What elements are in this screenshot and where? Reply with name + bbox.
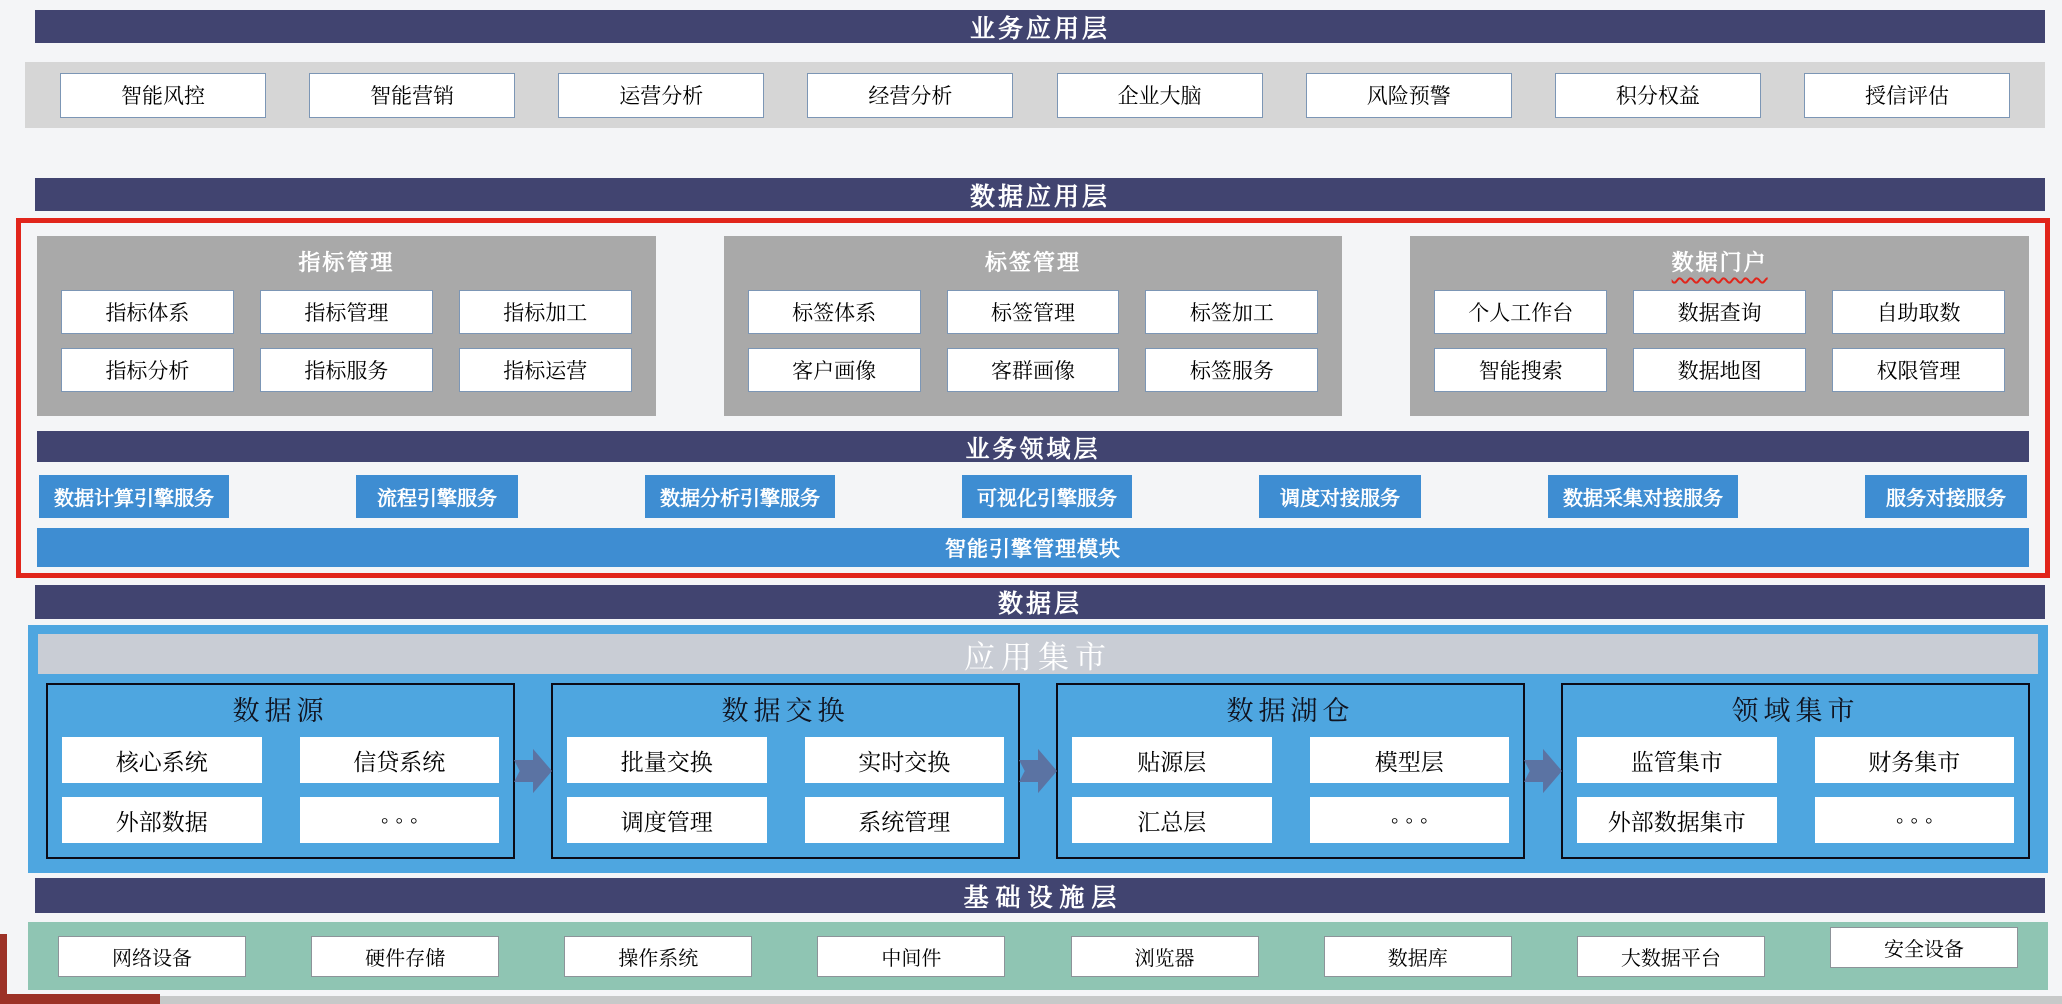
layer-title: 基 础 设 施 层	[963, 883, 1117, 912]
layer-bar-business-domain	[37, 431, 2029, 462]
box-label: 标签体系	[792, 302, 877, 325]
box-label: 指标分析	[105, 360, 190, 383]
panel-title: 数据交换	[721, 696, 850, 726]
box-label: 积分权益	[1615, 85, 1700, 108]
diagram-box	[1577, 737, 1777, 783]
diagram-box	[817, 936, 1005, 977]
box-label: 信贷系统	[353, 748, 446, 775]
panel-metric-management	[37, 236, 656, 416]
layer-title: 数据应用层	[969, 182, 1110, 211]
data-layer-section	[28, 625, 2048, 873]
panel-grid	[1577, 737, 2014, 843]
box-label: ◦ ◦ ◦	[380, 806, 418, 833]
layer-bar-business-application	[35, 10, 2045, 43]
box-label: 模型层	[1374, 748, 1444, 775]
box-label: 核心系统	[115, 748, 208, 775]
service-label: 调度对接服务	[1280, 488, 1400, 510]
box-label: 操作系统	[618, 947, 699, 970]
box-label: 标签加工	[1189, 302, 1274, 325]
engine-management-bar	[37, 528, 2029, 567]
box-label: 指标运营	[503, 360, 588, 383]
panel-data-exchange	[551, 683, 1020, 859]
panel-data-source	[46, 683, 515, 859]
service-label: 流程引擎服务	[377, 488, 497, 510]
diagram-box	[1633, 348, 1806, 392]
box-label: 贴源层	[1137, 748, 1207, 775]
diagram-box	[1072, 797, 1272, 843]
diagram-box	[1555, 73, 1761, 118]
diagram-box	[1145, 290, 1318, 334]
diagram-box	[309, 73, 515, 118]
service-button	[962, 475, 1132, 518]
box-label: 数据查询	[1677, 302, 1762, 325]
diagram-box	[1815, 797, 2015, 843]
diagram-box	[1324, 936, 1512, 977]
box-label: 中间件	[881, 947, 942, 970]
layer-bar-data-application	[35, 178, 2045, 211]
box-label: 外部数据集市	[1607, 808, 1746, 835]
box-label: 指标管理	[304, 302, 389, 325]
box-label: 数据库	[1387, 947, 1448, 970]
layer-title: 业务应用层	[969, 14, 1110, 43]
diagram-box	[1310, 797, 1510, 843]
diagram-box	[1633, 290, 1806, 334]
diagram-box	[1310, 737, 1510, 783]
box-label: 自助取数	[1876, 302, 1961, 325]
layer-title: 数据层	[997, 590, 1082, 618]
box-label: 调度管理	[620, 808, 713, 835]
diagram-box	[567, 737, 767, 783]
box-label: 硬件存储	[365, 947, 446, 970]
diagram-box	[564, 936, 752, 977]
box-label: 运营分析	[619, 85, 704, 108]
diagram-box	[1815, 737, 2015, 783]
diagram-box	[1057, 73, 1263, 118]
box-label: 监管集市	[1630, 748, 1723, 775]
box-label: ◦ ◦ ◦	[1390, 806, 1428, 833]
diagram-box	[300, 737, 500, 783]
diagram-box	[558, 73, 764, 118]
diagram-box	[1832, 290, 2005, 334]
box-label: 安全设备	[1883, 938, 1964, 961]
layer-title: 业务领域层	[965, 436, 1101, 463]
box-label: 实时交换	[858, 748, 951, 775]
bottom-edge-strip	[0, 996, 2062, 1004]
diagram-box	[311, 936, 499, 977]
box-label: 智能营销	[370, 85, 455, 108]
diagram-box	[1306, 73, 1512, 118]
panel-title: 标签管理	[985, 250, 1082, 275]
diagram-box	[60, 73, 266, 118]
diagram-box	[1434, 290, 1607, 334]
box-label: 网络设备	[112, 947, 192, 970]
diagram-box	[1804, 73, 2010, 118]
box-label: 权限管理	[1876, 360, 1961, 383]
diagram-box	[1830, 927, 2018, 968]
diagram-box	[567, 797, 767, 843]
diagram-box	[1072, 737, 1272, 783]
panel-title: 数据门户	[1671, 250, 1768, 275]
data-application-panels	[37, 236, 2029, 416]
diagram-box	[807, 73, 1013, 118]
panel-grid	[1424, 290, 2015, 392]
diagram-box	[1832, 348, 2005, 392]
panel-domain-mart	[1561, 683, 2030, 859]
layer-bar-data	[35, 585, 2045, 619]
box-label: 批量交换	[620, 748, 713, 775]
service-label: 数据采集对接服务	[1563, 488, 1723, 510]
layer-bar-infrastructure	[35, 878, 2045, 913]
diagram-box	[62, 797, 262, 843]
box-label: 智能搜索	[1478, 360, 1563, 383]
diagram-box	[1434, 348, 1607, 392]
diagram-box	[62, 737, 262, 783]
diagram-box	[260, 290, 433, 334]
diagram-box	[459, 290, 632, 334]
diagram-box	[1577, 936, 1765, 977]
box-label: 标签管理	[991, 302, 1075, 325]
box-label: 授信评估	[1864, 85, 1949, 108]
panel-data-lakehouse	[1056, 683, 1525, 859]
panel-data-portal	[1410, 236, 2029, 416]
panel-grid	[1072, 737, 1509, 843]
diagram-box	[1577, 797, 1777, 843]
box-label: 经营分析	[868, 85, 953, 108]
service-button	[645, 475, 835, 518]
box-label: 指标体系	[105, 302, 190, 325]
panel-grid	[567, 737, 1004, 843]
service-button	[1548, 475, 1738, 518]
box-label: 指标加工	[503, 302, 588, 325]
panel-grid	[51, 290, 642, 392]
service-label: 服务对接服务	[1886, 488, 2006, 510]
business-application-section	[25, 62, 2045, 128]
right-arrow-icon	[514, 748, 552, 794]
engine-services-row	[39, 475, 2027, 518]
infrastructure-section	[28, 922, 2048, 990]
diagram-box	[1071, 936, 1259, 977]
box-label: 大数据平台	[1620, 947, 1721, 970]
panel-tag-management	[724, 236, 1343, 416]
box-label: 客群画像	[991, 360, 1075, 383]
panel-title: 数据湖仓	[1226, 696, 1355, 726]
service-label: 可视化引擎服务	[977, 488, 1117, 510]
bottom-left-red-block	[0, 994, 160, 1004]
diagram-box	[805, 797, 1005, 843]
diagram-box	[260, 348, 433, 392]
diagram-box	[1145, 348, 1318, 392]
diagram-box	[947, 348, 1120, 392]
panel-title: 指标管理	[298, 250, 395, 275]
box-label: 外部数据	[115, 808, 208, 835]
diagram-box	[459, 348, 632, 392]
box-label: 风险预警	[1366, 85, 1451, 108]
panel-title: 领域集市	[1731, 696, 1860, 726]
service-label: 数据分析引擎服务	[660, 488, 820, 510]
box-label: ◦ ◦ ◦	[1895, 806, 1933, 833]
box-label: 数据地图	[1677, 360, 1762, 383]
data-flow-row	[38, 683, 2038, 859]
application-mart-bar	[38, 634, 2038, 674]
box-label: 企业大脑	[1117, 85, 1202, 108]
diagram-box	[748, 348, 921, 392]
box-label: 指标服务	[304, 360, 389, 383]
box-label: 系统管理	[858, 808, 951, 835]
mart-bar-label: 应用集市	[964, 639, 1112, 675]
box-label: 浏览器	[1134, 947, 1195, 970]
diagram-box	[58, 936, 246, 977]
right-arrow-icon	[1019, 748, 1057, 794]
service-button	[39, 475, 229, 518]
box-label: 标签服务	[1189, 360, 1274, 383]
right-arrow-icon	[1524, 748, 1562, 794]
service-button	[1259, 475, 1421, 518]
box-label: 财务集市	[1868, 748, 1961, 775]
diagram-box	[61, 348, 234, 392]
diagram-box	[947, 290, 1120, 334]
diagram-box	[61, 290, 234, 334]
diagram-box	[748, 290, 921, 334]
box-label: 客户画像	[792, 360, 877, 383]
service-label: 数据计算引擎服务	[54, 488, 214, 510]
panel-title: 数据源	[232, 696, 329, 726]
engine-bar-label: 智能引擎管理模块	[945, 537, 1121, 561]
box-label: 汇总层	[1137, 808, 1207, 835]
service-button	[356, 475, 518, 518]
diagram-box	[300, 797, 500, 843]
diagram-box	[805, 737, 1005, 783]
box-label: 智能风控	[121, 85, 205, 108]
architecture-diagram	[0, 10, 2062, 1004]
panel-grid	[738, 290, 1329, 392]
service-button	[1865, 475, 2027, 518]
panel-grid	[62, 737, 499, 843]
box-label: 个人工作台	[1468, 302, 1574, 325]
red-annotation-rectangle	[16, 218, 2050, 578]
